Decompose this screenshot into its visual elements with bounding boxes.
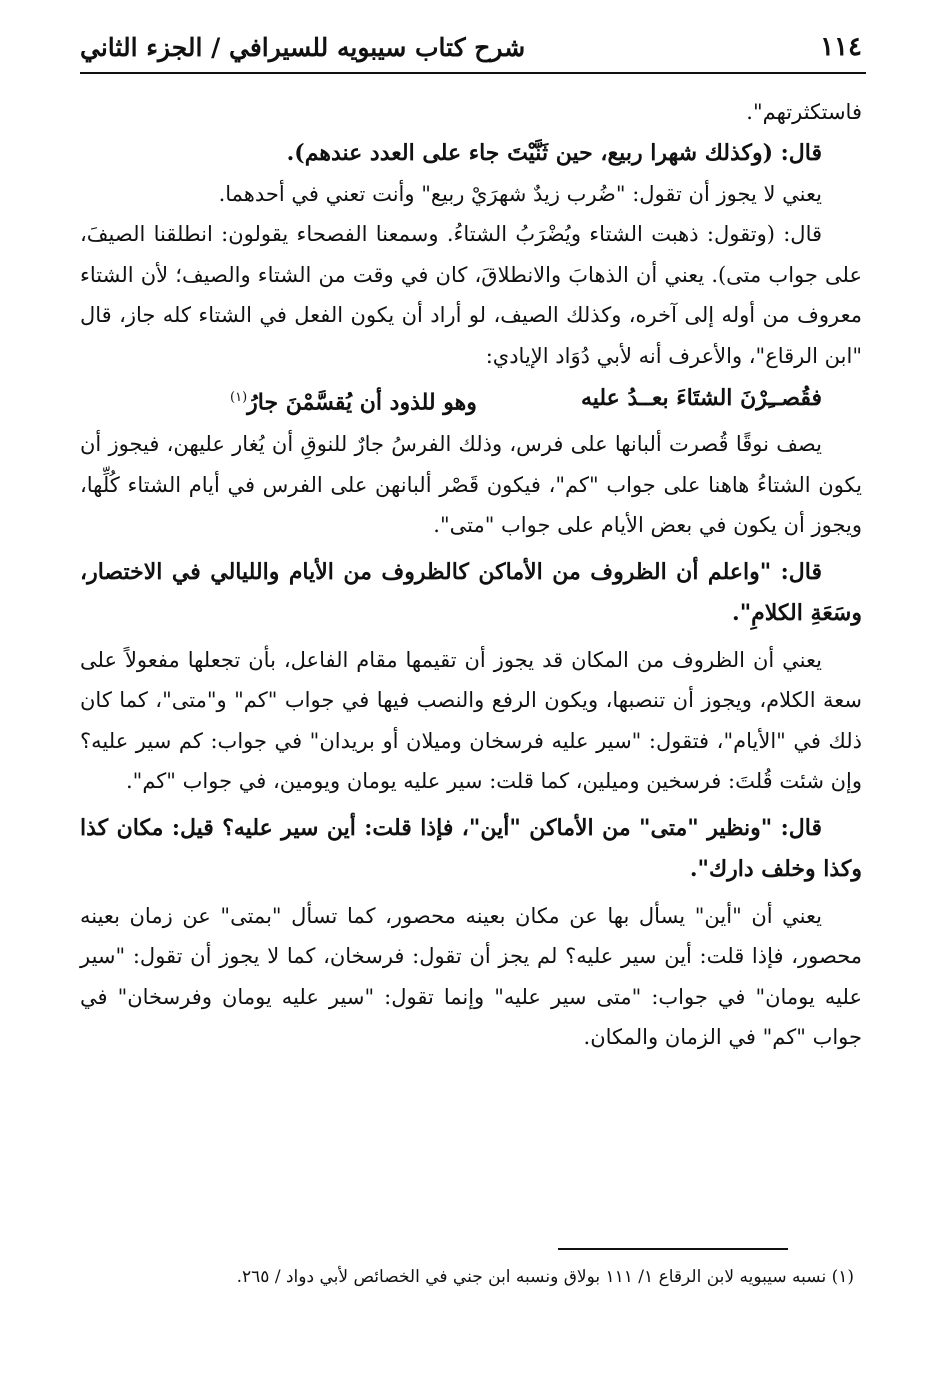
poetry-verse — [80, 376, 862, 424]
verse-first-hemistich: فقُصــِرْنَ الشتَاءَ بعــدُ عليه — [580, 385, 822, 411]
running-header — [80, 24, 862, 70]
footnote-rule — [558, 1248, 788, 1250]
paragraph: يعني أن "أين" يسأل بها عن مكان بعينه محصور، كما تسأل "بمتى" عن زمان بعينه محصور، فإذا قلت: أين سير عليه؟ لم يجز أن تقول: فرسخان، كما لا يجوز أن تقول: "سير عليه يومان" في جواب: "متى سير عليه" وإنما تقول: "سير عليه يومان وفرسخان" في جواب "كم" في الزمان والمكان. — [80, 903, 862, 1050]
verse-second-hemistich: وهو للذود أن يُقسَّمْنَ جارُ$^{(١)}$ — [230, 389, 477, 416]
paragraph: يعني أن الظروف من المكان قد يجوز أن تقيمها مقام الفاعل، بأن تجعلها مفعولاً على سعة الكلام، ويجوز أن تنصبها، ويكون الرفع والنصب فيها في جواب "كم" و"متى"، كما كان ذلك في "الأيام"، فتقول: "سير عليه فرسخان وميلان أو بريدان" في جواب: كم سير عليه؟ وإن شئت قُلتَ: فرسخين وميلين، كما قلت: سير عليه يومان ويومين، في جواب "كم". — [80, 647, 862, 794]
quoted-text: قال: (وكذلك شهرا ربيع، حين ثَنَّيْتَ جاء على العدد عندهم). — [286, 139, 822, 166]
quoted-text: قال: "ونظير "متى" من الأماكن "أين"، فإذا قلت: أين سير عليه؟ قيل: مكان كذا وكذا وخلف دارك". — [80, 814, 862, 882]
footnote: (١) نسبه سيبويه لابن الرقاع ١/ ١١١ بولاق ونسبه ابن جني في الخصائص لأبي دواد / ٢٦٥. — [236, 1267, 854, 1287]
paragraph: قال: (وتقول: ذهبت الشتاء ويُضْرَبُ الشتاءُ. وسمعنا الفصحاء يقولون: انطلقنا الصيفَ، على جواب متى). يعني أن الذهابَ والانطلاقَ، كان في وقت من الشتاء والصيف؛ لأن الشتاء معروف من أوله إلى آخره، وكذلك الصيف، لو أراد أن يكون الفعل في الشتاء كله جاز، قال "ابن الرقاع"، والأعرف أنه لأبي دُوَاد الإيادي: — [80, 222, 862, 368]
page-number: ١١٤ — [820, 32, 862, 62]
header-rule — [80, 72, 866, 74]
paragraph: يصف نوقًا قُصرت ألبانها على فرس، وذلك الفرسُ جارٌ للنوقِ أن يُغار عليهن، فيجوز أن يكون الشتاءُ هاهنا على جواب "كم"، فيكون قَصْر ألبانهن على الفرس في أيام الشتاء كُلِّها، ويجوز أن يكون في بعض الأيام على جواب "متى". — [80, 432, 862, 538]
running-title: شرح كتاب سيبويه للسيرافي / الجزء الثاني — [80, 32, 526, 62]
page-body — [80, 92, 862, 1058]
paragraph: يعني لا يجوز أن تقول: "ضُرب زيدٌ شهرَيْ ربيع" وأنت تعني في أحدهما. — [218, 181, 822, 206]
quoted-text: قال: "واعلم أن الظروف من الأماكن كالظروف من الأيام والليالي في الاختصار، وسَعَةِ الكلامِ". — [80, 558, 862, 626]
paragraph: فاستكثرتهم". — [746, 100, 862, 124]
footnote-marker: (١) — [230, 390, 248, 405]
